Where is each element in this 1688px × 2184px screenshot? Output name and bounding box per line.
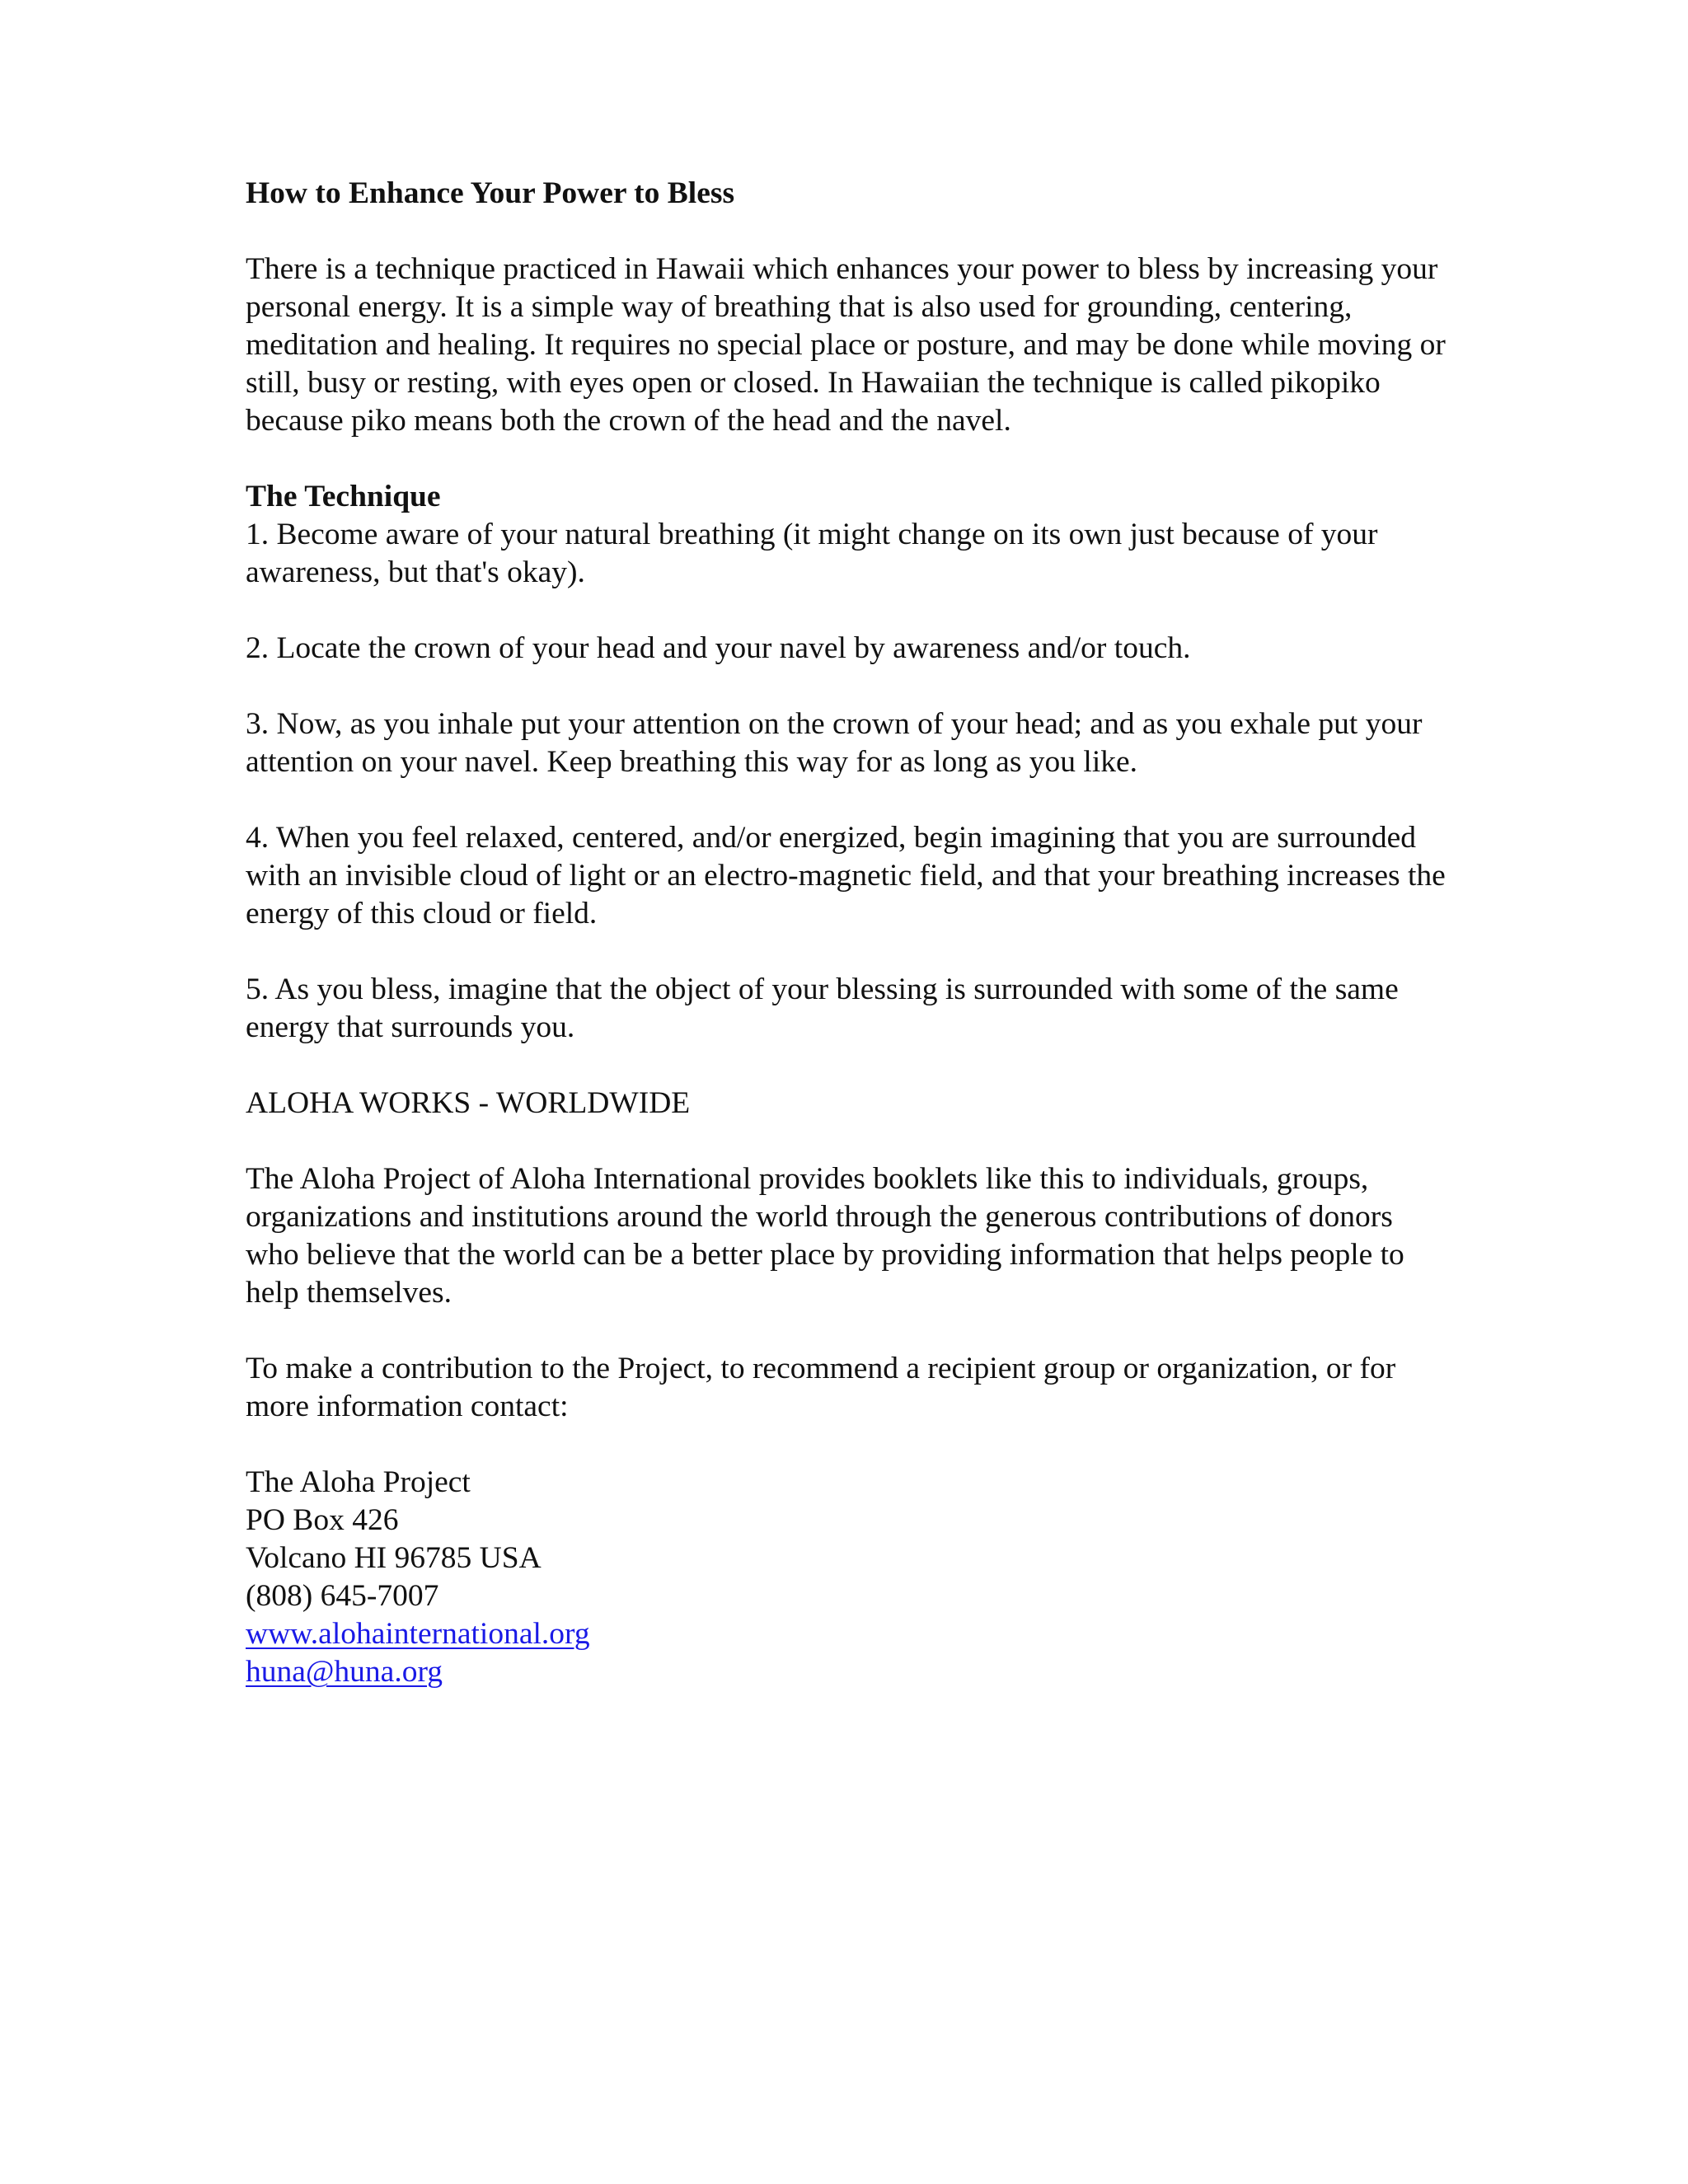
tagline: ALOHA WORKS - WORLDWIDE xyxy=(246,1086,691,1120)
document-page xyxy=(246,175,1449,1691)
technique-heading: The Technique xyxy=(246,480,441,513)
intro-paragraph: There is a technique practiced in Hawaii which enhances your power to bless by increasing your personal energy. It is a simple way of breathing that is also used for grounding, centering, meditation and healing. It requires no special place or posture, and may be done while moving or still, busy or resting, with eyes open or closed. In Hawaiian the technique is called pikopiko because piko means both the crown of the head and the navel. xyxy=(246,252,1446,438)
step-2: 2. Locate the crown of your head and your navel by awareness and/or touch. xyxy=(246,631,1191,665)
contact-paragraph: To make a contribution to the Project, to recommend a recipient group or organization, or for more information contact: xyxy=(246,1352,1396,1423)
step-1: 1. Become aware of your natural breathing (it might change on its own just because of your awareness, but that's okay). xyxy=(246,518,1378,589)
website-link[interactable]: www.alohainternational.org xyxy=(246,1617,590,1651)
address-block xyxy=(246,1464,1449,1691)
step-5: 5. As you bless, imagine that the object of your blessing is surrounded with some of the same energy that surrounds you. xyxy=(246,972,1399,1044)
project-paragraph: The Aloha Project of Aloha International provides booklets like this to individuals, groups, organizations and institutions around the world through the generous contributions of donors who believe that the world can be a better place by providing information that helps people to help themselves. xyxy=(246,1162,1404,1310)
email-link[interactable]: huna@huna.org xyxy=(246,1655,443,1689)
document-title: How to Enhance Your Power to Bless xyxy=(246,176,735,210)
step-4: 4. When you feel relaxed, centered, and/or energized, begin imagining that you are surrounded with an invisible cloud of light or an electro-magnetic field, and that your breathing increases the energy of this cloud or field. xyxy=(246,821,1446,930)
address-po-box: PO Box 426 xyxy=(246,1503,399,1537)
step-3: 3. Now, as you inhale put your attention on the crown of your head; and as you exhale put your attention on your navel. Keep breathing this way for as long as you like. xyxy=(246,707,1423,779)
address-name: The Aloha Project xyxy=(246,1465,471,1499)
address-phone: (808) 645-7007 xyxy=(246,1579,439,1613)
address-city: Volcano HI 96785 USA xyxy=(246,1541,542,1575)
